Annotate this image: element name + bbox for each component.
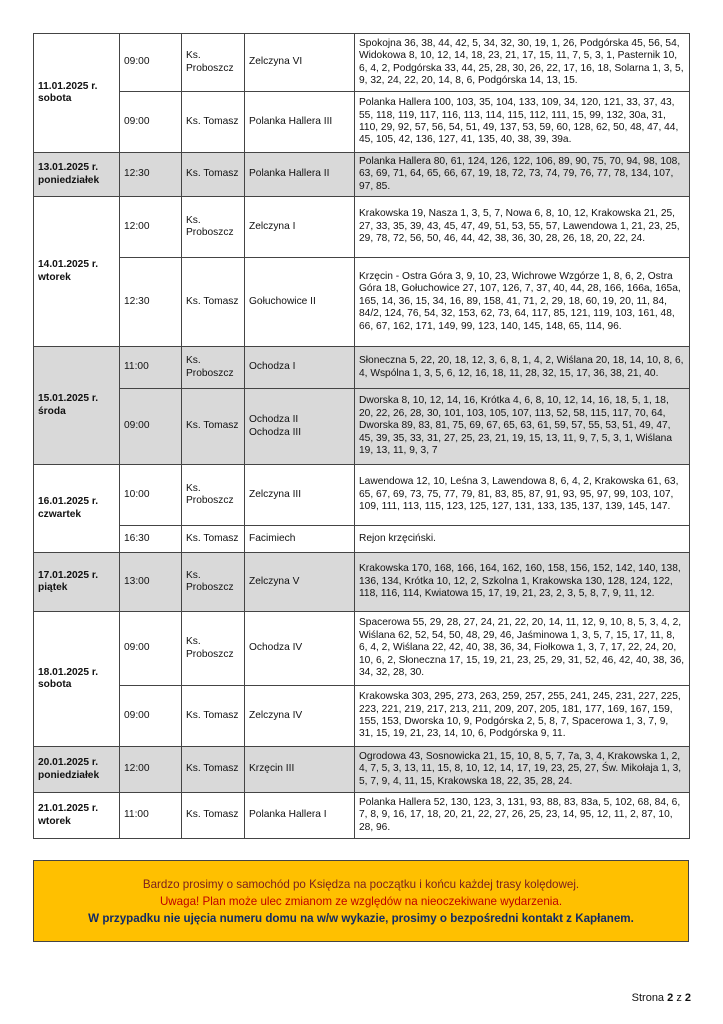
visit-time: 12:00 — [120, 197, 182, 258]
visit-area-name: Zelczyna V — [249, 575, 300, 587]
visit-time: 09:00 — [120, 612, 182, 686]
visit-area — [245, 526, 355, 553]
visit-area — [245, 793, 355, 839]
visit-area-name: Zelczyna I — [249, 220, 296, 232]
visit-time: 11:00 — [120, 347, 182, 389]
visit-date: 18.01.2025 r. — [38, 666, 99, 678]
visit-addresses: Polanka Hallera 80, 61, 124, 126, 122, 106, 89, 90, 75, 70, 94, 98, 108, 63, 69, 71, 64, 65, 66, 67, 19, 18, 72, 73, 74, 79, 76, 77, 78, 134, 107, 97, 85. — [355, 153, 690, 197]
visit-time: 09:00 — [120, 34, 182, 92]
visit-priest: Ks. Proboszcz — [182, 34, 245, 92]
visit-area — [245, 92, 355, 153]
visit-area-name: Polanka Hallera II — [249, 168, 330, 180]
visit-addresses: Lawendowa 12, 10, Leśna 3, Lawendowa 8, 6, 4, 2, Krakowska 61, 63, 65, 67, 69, 73, 75, 77, 79, 81, 83, 85, 87, 91, 93, 95, 97, 99, 103, 107, 109, 111, 113, 115, 123, 125, 127, 131, 133, 135, 137, 139, 145, 147. — [355, 465, 690, 526]
visit-addresses: Krakowska 19, Nasza 1, 3, 5, 7, Nowa 6, 8, 10, 12, Krakowska 21, 25, 27, 33, 35, 39, 43, 45, 47, 49, 51, 53, 55, 57, Lawendowa 1, 21, 23, 25, 29, 78, 72, 56, 50, 46, 44, 42, 38, 36, 30, 28, 26, 18, 20, 22, 24. — [355, 197, 690, 258]
visit-date: 21.01.2025 r. — [38, 803, 99, 815]
notice-contact-info: W przypadku nie ujęcia numeru domu na w/w wykazie, prosimy o bezpośredni kontakt z Kapłanem. — [88, 911, 634, 925]
visit-area — [245, 258, 355, 347]
footer-sep: z — [676, 992, 682, 1004]
notice-car-request: Bardzo prosimy o samochód po Księdza na początku i końcu każdej trasy kolędowej. — [142, 877, 580, 891]
visit-area-name: Gołuchowice II — [249, 295, 316, 307]
visit-priest: Ks. Tomasz — [182, 92, 245, 153]
visit-area — [245, 153, 355, 197]
visit-weekday: sobota — [38, 93, 72, 104]
visit-area-name: Zelczyna IV — [249, 709, 303, 721]
visit-priest: Ks. Proboszcz — [182, 553, 245, 612]
page-footer — [632, 992, 691, 1004]
visit-area — [245, 389, 355, 465]
visit-time: 12:30 — [120, 258, 182, 347]
visit-weekday: sobota — [38, 679, 72, 690]
table-row — [34, 747, 690, 793]
visit-time: 09:00 — [120, 389, 182, 465]
visit-priest: Ks. Tomasz — [182, 153, 245, 197]
visit-time: 16:30 — [120, 526, 182, 553]
day-cell — [34, 793, 120, 839]
notice-box — [33, 860, 689, 942]
table-row — [34, 92, 690, 153]
visit-area — [245, 347, 355, 389]
visit-time: 09:00 — [120, 92, 182, 153]
visit-area-name: Krzęcin III — [249, 763, 295, 775]
visit-area-name: Zelczyna VI — [249, 56, 303, 68]
table-row — [34, 526, 690, 553]
visit-weekday: piątek — [38, 582, 68, 593]
day-cell — [34, 34, 120, 153]
visit-area-name: Polanka Hallera III — [249, 115, 333, 127]
day-cell — [34, 553, 120, 612]
visit-date: 14.01.2025 r. — [38, 259, 99, 271]
visit-weekday: środa — [38, 405, 66, 417]
visit-time: 09:00 — [120, 686, 182, 747]
footer-prefix: Strona — [631, 992, 665, 1004]
visit-priest: Ks. Tomasz — [182, 526, 245, 553]
table-row — [34, 553, 690, 612]
visit-addresses: Krakowska 170, 168, 166, 164, 162, 160, 158, 156, 152, 142, 140, 138, 136, 134, Krótka 10, 12, 2, Szkolna 1, Krakowska 130, 128, 124, 122, 118, 116, 114, Kwiatowa 15, 17, 19, 21, 23, 2, 3, 5, 8, 7, 9, 11, 12. — [355, 553, 690, 612]
visit-addresses: Słoneczna 5, 22, 20, 18, 12, 3, 6, 8, 1, 4, 2, Wiślana 20, 18, 14, 10, 8, 6, 4, Wspólna 1, 3, 5, 6, 12, 16, 18, 11, 28, 32, 15, 17, 36, 38, 21, 40. — [355, 347, 690, 389]
visit-priest: Ks. Proboszcz — [182, 347, 245, 389]
visit-area-name: Facimiech — [249, 532, 296, 544]
visit-area-name: Polanka Hallera I — [249, 809, 327, 821]
footer-page-number: 2 — [667, 992, 674, 1004]
notice-plan-warning: Uwaga! Plan może ulec zmianom ze względów na nieoczekiwane wydarzenia. — [159, 894, 563, 908]
visit-date: 17.01.2025 r. — [38, 569, 99, 581]
visit-area — [245, 747, 355, 793]
footer-page-total: 2 — [684, 992, 691, 1004]
visit-time: 10:00 — [120, 465, 182, 526]
day-cell — [34, 347, 120, 465]
visit-date: 15.01.2025 r. — [38, 393, 99, 405]
visit-time: 11:00 — [120, 793, 182, 839]
table-row — [34, 347, 690, 389]
table-row — [34, 793, 690, 839]
visit-date: 16.01.2025 r. — [38, 496, 99, 508]
visit-time: 12:30 — [120, 153, 182, 197]
visit-area-name: Ochodza IV — [249, 642, 303, 654]
visit-area — [245, 612, 355, 686]
day-cell — [34, 153, 120, 197]
table-row — [34, 258, 690, 347]
visit-time: 13:00 — [120, 553, 182, 612]
visit-weekday: poniedziałek — [38, 769, 100, 781]
table-row — [34, 153, 690, 197]
visit-area-name: Ochodza II — [249, 414, 299, 426]
visit-priest: Ks. Proboszcz — [182, 197, 245, 258]
visit-priest: Ks. Tomasz — [182, 389, 245, 465]
visit-area-name: Zelczyna III — [249, 488, 302, 500]
visit-priest: Ks. Proboszcz — [182, 612, 245, 686]
table-row — [34, 197, 690, 258]
visit-area — [245, 197, 355, 258]
visit-weekday: wtorek — [38, 815, 71, 827]
visit-date: 20.01.2025 r. — [38, 757, 99, 769]
day-cell — [34, 197, 120, 347]
schedule-table — [33, 33, 690, 839]
visit-addresses: Ogrodowa 43, Sosnowicka 21, 15, 10, 8, 5, 7, 7a, 3, 4, Krakowska 1, 2, 4, 7, 5, 3, 13, 11, 15, 8, 10, 12, 14, 17, 19, 23, 25, 27, Św. Mikołaja 1, 3, 5, 7, 9, 4, 11, 15, Krakowska 18, 22, 35, 28, 24. — [355, 747, 690, 793]
visit-area — [245, 34, 355, 92]
visit-weekday: czwartek — [38, 508, 82, 520]
visit-addresses: Spokojna 36, 38, 44, 42, 5, 34, 32, 30, 19, 1, 26, Podgórska 45, 56, 54, Widokowa 8, 10, 12, 14, 18, 23, 21, 17, 15, 11, 7, 5, 3, 1, Pasternik 10, 6, 4, 2, Podgórska 33, 44, 25, 28, 30, 26, 22, 17, 16, 18, Solarna 1, 3, 5, 9, 32, 24, 22, 20, 14, 8, 6, Podgórska 14, 13, 15. — [355, 34, 690, 92]
visit-time: 12:00 — [120, 747, 182, 793]
visit-addresses: Dworska 8, 10, 12, 14, 16, Krótka 4, 6, 8, 10, 12, 14, 16, 18, 5, 1, 18, 20, 22, 26, 28, 30, 101, 103, 105, 107, 113, 52, 58, 115, 117, 70, 64, Dworska 89, 83, 81, 75, 69, 67, 65, 63, 61, 59, 57, 55, 53, 51, 49, 47, 45, 39, 35, 33, 31, 27, 25, 23, 21, 19, 15, 13, 11, 9, 7, 5, 3, 1, Wiślana 19, 13, 11, 9, 3, 7 — [355, 389, 690, 465]
visit-priest: Ks. Tomasz — [182, 793, 245, 839]
visit-addresses: Polanka Hallera 100, 103, 35, 104, 133, 109, 34, 120, 121, 33, 37, 43, 55, 118, 119, 117, 116, 113, 114, 115, 112, 111, 15, 99, 132, 30a, 31, 110, 29, 92, 57, 56, 54, 51, 49, 137, 53, 59, 60, 128, 62, 50, 48, 47, 44, 45, 105, 42, 136, 127, 41, 135, 40, 38, 39, 39a. — [355, 92, 690, 153]
visit-weekday: poniedziałek — [38, 174, 100, 186]
visit-area-name: Ochodza I — [249, 361, 296, 373]
visit-priest: Ks. Tomasz — [182, 747, 245, 793]
day-cell — [34, 465, 120, 553]
visit-addresses: Krzęcin - Ostra Góra 3, 9, 10, 23, Wichrowe Wzgórze 1, 8, 6, 2, Ostra Góra 18, Gołuchowice 27, 107, 126, 7, 37, 40, 44, 28, 166, 166a, 165a, 165, 14, 36, 15, 34, 16, 89, 158, 41, 71, 2, 29, 18, 60, 19, 20, 11, 84, 84/2, 124, 76, 54, 32, 153, 62, 73, 64, 117, 85, 121, 119, 103, 161, 48, 66, 67, 162, 171, 149, 99, 123, 140, 145, 148, 65, 114, 96. — [355, 258, 690, 347]
visit-area — [245, 553, 355, 612]
visit-area-name-2: Ochodza III — [249, 426, 302, 438]
visit-addresses: Rejon krzęciński. — [355, 526, 690, 553]
visit-area — [245, 686, 355, 747]
table-row — [34, 612, 690, 686]
schedule-body — [34, 34, 690, 839]
visit-priest: Ks. Tomasz — [182, 686, 245, 747]
table-row — [34, 465, 690, 526]
visit-priest: Ks. Tomasz — [182, 258, 245, 347]
visit-addresses: Spacerowa 55, 29, 28, 27, 24, 21, 22, 20, 14, 11, 12, 9, 10, 8, 5, 3, 4, 2, Wiślana 62, 52, 54, 50, 48, 29, 46, Jaśminowa 1, 3, 5, 7, 15, 17, 11, 8, 6, 4, 2, Wiślana 22, 42, 40, 38, 36, 34, Fiołkowa 1, 3, 7, 17, 22, 24, 20, 10, 6, 2, Słoneczna 17, 15, 19, 21, 23, 25, 29, 31, 52, 46, 42, 40, 38, 36, 34, 32, 28, 30. — [355, 612, 690, 686]
visit-date: 13.01.2025 r. — [38, 162, 99, 174]
table-row — [34, 389, 690, 465]
visit-priest: Ks. Proboszcz — [182, 465, 245, 526]
table-row — [34, 686, 690, 747]
day-cell — [34, 747, 120, 793]
visit-addresses: Krakowska 303, 295, 273, 263, 259, 257, 255, 241, 245, 231, 227, 225, 223, 221, 219, 217, 213, 211, 209, 207, 205, 181, 177, 169, 167, 159, 155, 153, Dworska 10, 9, Podgórska 2, 5, 8, 7, Spacerowa 1, 3, 7, 9, 31, 15, 19, 21, 23, 14, 10, 6, Podgórska 9, 11. — [355, 686, 690, 747]
day-cell — [34, 612, 120, 747]
visit-area — [245, 465, 355, 526]
visit-addresses: Polanka Hallera 52, 130, 123, 3, 131, 93, 88, 83, 83a, 5, 102, 68, 84, 6, 7, 8, 9, 16, 17, 18, 20, 21, 22, 27, 26, 25, 23, 14, 95, 12, 11, 2, 87, 10, 28, 96. — [355, 793, 690, 839]
table-row — [34, 34, 690, 92]
visit-weekday: wtorek — [38, 271, 71, 283]
visit-date: 11.01.2025 r. — [38, 80, 98, 92]
